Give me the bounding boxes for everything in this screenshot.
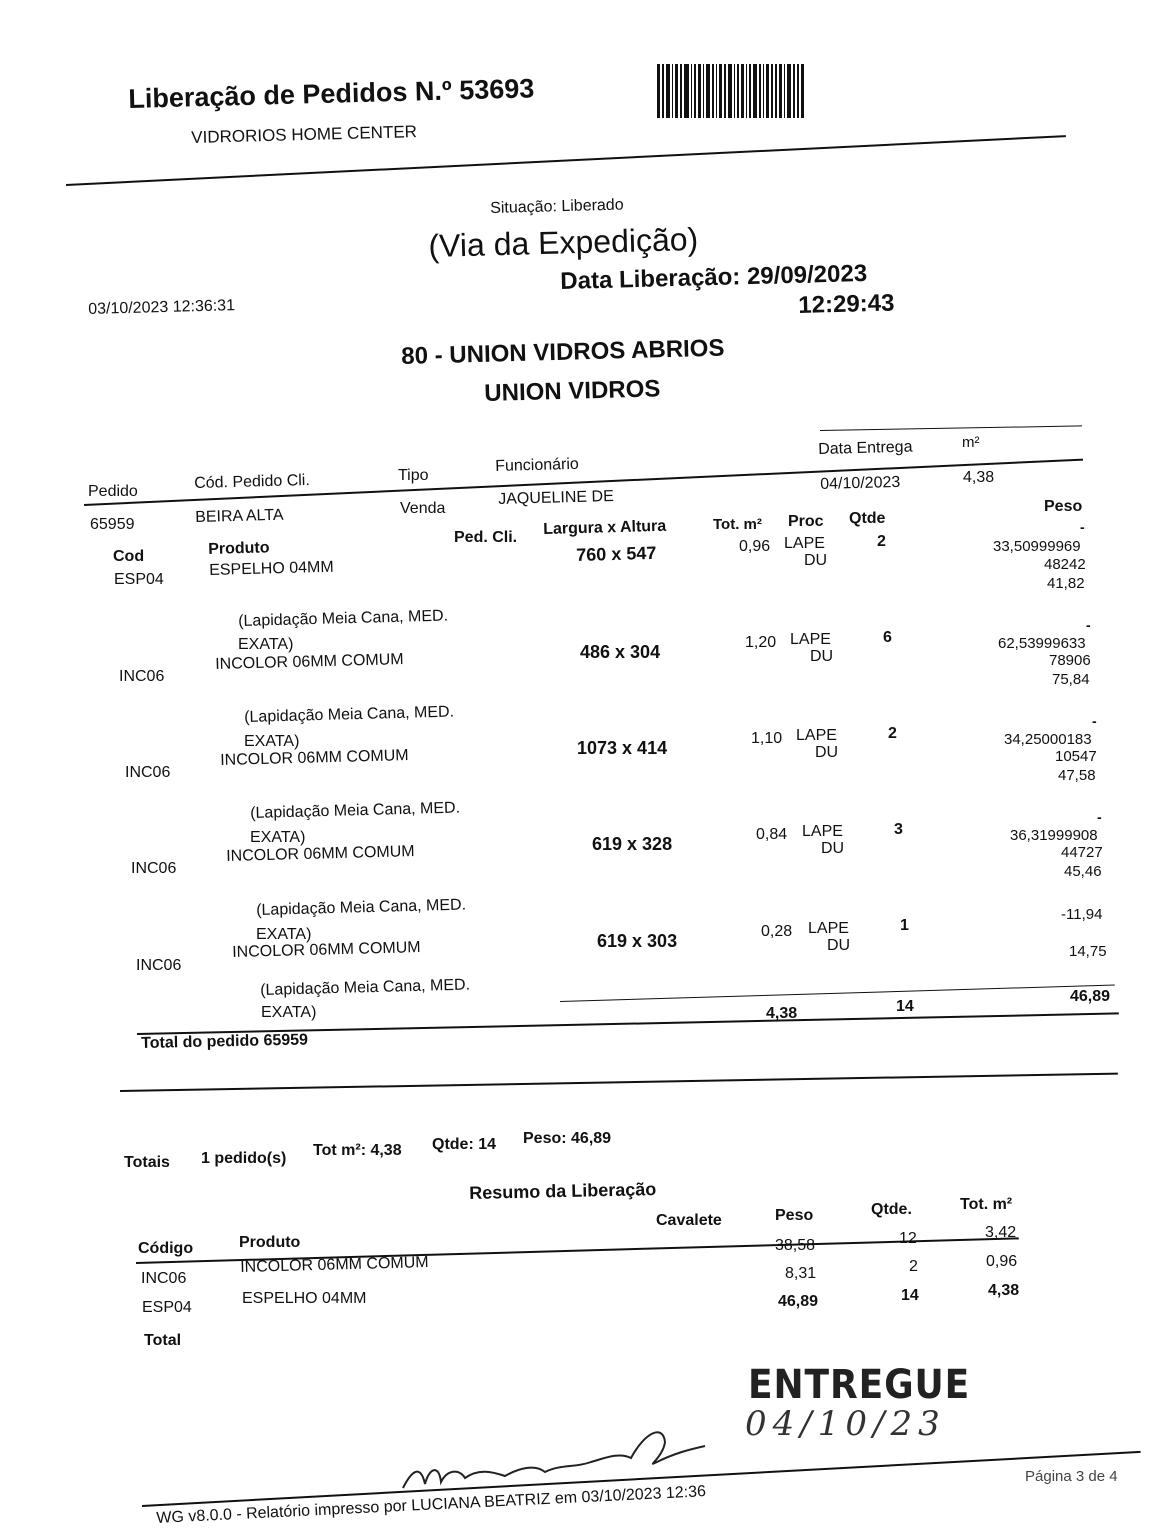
resumo-title: Resumo da Liberação — [469, 1179, 657, 1203]
handwritten-date: 04/10/23 — [745, 1404, 946, 1444]
col-proc: Proc — [788, 513, 824, 530]
totais-qtde: Qtde: 14 — [432, 1136, 497, 1153]
item-note-line2: EXATA) — [256, 926, 312, 943]
item-proc-1: LAPE — [790, 631, 831, 648]
resumo-qtde: 12 — [899, 1230, 917, 1247]
resumo-codigo: ESP04 — [142, 1299, 192, 1316]
item-dimensions: 1073 x 414 — [577, 738, 668, 758]
peso-line1: - — [1080, 519, 1085, 535]
peso-line2: 14,75 — [1069, 943, 1107, 960]
item-note-line2: EXATA) — [238, 636, 294, 653]
page-number: Página 3 de 4 — [1025, 1468, 1118, 1485]
label-tipo: Tipo — [398, 467, 429, 484]
resumo-col-codigo: Código — [138, 1240, 194, 1257]
totais-tot-m2: Tot m²: 4,38 — [313, 1142, 402, 1159]
item-cod: INC06 — [119, 668, 165, 685]
via-label: (Via da Expedição) — [428, 220, 699, 264]
value-pedido: 65959 — [90, 516, 135, 533]
resumo-col-cavalete: Cavalete — [656, 1212, 722, 1229]
col-ped-cli: Ped. Cli. — [454, 529, 518, 546]
item-tot-m2: 1,20 — [745, 634, 777, 651]
item-proc-2: DU — [827, 937, 851, 954]
barcode — [657, 64, 833, 118]
item-cod: INC06 — [131, 860, 177, 877]
order-top-divider — [820, 425, 1082, 431]
value-funcionario: JAQUELINE DE — [498, 487, 614, 508]
order-total-m2: 4,38 — [766, 1005, 798, 1022]
item-produto: INCOLOR 06MM COMUM — [215, 651, 404, 673]
item-note-line1: (Lapidação Meia Cana, MED. — [238, 607, 449, 630]
item-proc-1: LAPE — [784, 535, 825, 552]
client-name: 80 - UNION VIDROS ABRIOS — [401, 334, 725, 370]
peso-line1: -11,94 — [1061, 906, 1103, 923]
document-title: Liberação de Pedidos N.º 53693 — [128, 73, 535, 114]
label-funcionario: Funcionário — [495, 455, 580, 475]
order-total-peso: 46,89 — [1070, 988, 1111, 1005]
item-cod: INC06 — [136, 957, 182, 974]
item-proc-2: DU — [804, 552, 828, 569]
col-produto: Produto — [208, 539, 270, 558]
totais-label: Totais — [124, 1154, 170, 1171]
peso-line4: 47,58 — [1058, 767, 1096, 784]
resumo-col-produto: Produto — [239, 1234, 301, 1251]
item-note-line1: (Lapidação Meia Cana, MED. — [250, 799, 461, 822]
item-qtde: 2 — [888, 725, 897, 742]
resumo-total-peso: 46,89 — [778, 1293, 819, 1310]
order-total-qtde: 14 — [896, 998, 914, 1015]
section-divider — [120, 1073, 1118, 1092]
label-m2: m² — [962, 434, 980, 451]
col-peso: Peso — [1044, 498, 1083, 515]
entregue-stamp: ENTREGUE — [748, 1362, 971, 1408]
peso-line3: 78906 — [1049, 652, 1091, 669]
situacao: Situação: Liberado — [490, 196, 624, 217]
peso-line3: 44727 — [1061, 844, 1103, 861]
totais-pedidos: 1 pedido(s) — [201, 1150, 287, 1167]
col-qtde: Qtde — [849, 510, 886, 527]
item-qtde: 2 — [877, 533, 886, 550]
data-liberacao: Data Liberação: 29/09/2023 — [560, 259, 868, 295]
item-proc-1: LAPE — [802, 823, 843, 840]
resumo-qtde: 2 — [909, 1258, 918, 1275]
item-dimensions: 619 x 328 — [592, 834, 673, 854]
peso-line2: 33,50999969 — [993, 538, 1081, 555]
company-name: VIDRORIOS HOME CENTER — [191, 122, 418, 147]
resumo-codigo: INC06 — [141, 1270, 187, 1287]
client-short-name: UNION VIDROS — [484, 375, 661, 407]
item-qtde: 6 — [883, 629, 892, 646]
item-produto: INCOLOR 06MM COMUM — [220, 747, 409, 769]
value-cod-pedido-cli: BEIRA ALTA — [195, 506, 284, 526]
resumo-col-qtde: Qtde. — [871, 1201, 912, 1218]
peso-line3: 48242 — [1044, 556, 1086, 573]
item-tot-m2: 0,96 — [739, 538, 771, 555]
item-note-line2: EXATA) — [244, 733, 300, 750]
item-dimensions: 619 x 303 — [597, 931, 678, 951]
item-proc-2: DU — [815, 744, 839, 761]
item-dimensions: 486 x 304 — [580, 642, 661, 662]
peso-line2: 34,25000183 — [1004, 731, 1092, 748]
totais-peso: Peso: 46,89 — [523, 1130, 612, 1147]
col-tot-m2: Tot. m² — [713, 516, 762, 533]
item-tot-m2: 1,10 — [751, 730, 783, 747]
peso-line2: 62,53999633 — [998, 635, 1086, 652]
value-tipo: Venda — [400, 500, 446, 517]
item-produto: ESPELHO 04MM — [209, 558, 334, 579]
resumo-col-peso: Peso — [775, 1207, 814, 1224]
peso-line2: 36,31999908 — [1010, 827, 1098, 844]
resumo-col-tot-m2: Tot. m² — [960, 1196, 1013, 1213]
item-note-line2: EXATA) — [261, 1004, 317, 1021]
value-m2: 4,38 — [963, 469, 995, 486]
resumo-peso: 8,31 — [785, 1265, 817, 1282]
col-largura-altura: Largura x Altura — [543, 517, 667, 538]
printed-by: WG v8.0.0 - Relatório impresso por LUCIANA BEATRIZ em 03/10/2023 12:36 — [156, 1483, 707, 1527]
peso-line4: 41,82 — [1047, 575, 1085, 592]
item-cod: ESP04 — [114, 571, 164, 588]
label-pedido: Pedido — [88, 483, 138, 500]
resumo-tot-m2: 0,96 — [986, 1253, 1018, 1270]
item-qtde: 1 — [900, 917, 909, 934]
peso-line4: 45,46 — [1064, 863, 1102, 880]
order-total-label: Total do pedido 65959 — [141, 1031, 309, 1052]
resumo-produto: INCOLOR 06MM COMUM — [240, 1254, 429, 1276]
subtotal-divider — [560, 985, 1115, 1002]
item-tot-m2: 0,28 — [761, 923, 793, 940]
peso-line1: - — [1086, 617, 1091, 633]
item-note-line2: EXATA) — [250, 829, 306, 846]
col-cod: Cod — [113, 548, 145, 565]
item-produto: INCOLOR 06MM COMUM — [232, 939, 421, 961]
item-tot-m2: 0,84 — [756, 826, 788, 843]
item-qtde: 3 — [894, 821, 903, 838]
label-cod-pedido-cli: Cód. Pedido Cli. — [194, 471, 311, 492]
item-proc-2: DU — [810, 648, 834, 665]
item-dimensions: 760 x 547 — [576, 542, 657, 565]
item-cod: INC06 — [125, 764, 171, 781]
item-proc-2: DU — [821, 840, 845, 857]
resumo-total-tot-m2: 4,38 — [988, 1282, 1020, 1299]
item-note-line1: (Lapidação Meia Cana, MED. — [260, 976, 471, 999]
item-produto: INCOLOR 06MM COMUM — [226, 843, 415, 865]
peso-line1: - — [1097, 809, 1102, 825]
item-note-line1: (Lapidação Meia Cana, MED. — [256, 896, 467, 919]
value-data-entrega: 04/10/2023 — [820, 473, 901, 493]
item-proc-1: LAPE — [808, 920, 849, 937]
resumo-peso: 38,58 — [775, 1237, 816, 1254]
item-proc-1: LAPE — [796, 727, 837, 744]
resumo-produto: ESPELHO 04MM — [242, 1290, 367, 1307]
peso-line1: - — [1092, 713, 1097, 729]
hora-liberacao: 12:29:43 — [798, 289, 895, 319]
resumo-total-qtde: 14 — [901, 1287, 919, 1304]
label-data-entrega: Data Entrega — [818, 438, 913, 458]
resumo-total-label: Total — [144, 1332, 182, 1349]
resumo-tot-m2: 3,42 — [985, 1224, 1017, 1241]
item-note-line1: (Lapidação Meia Cana, MED. — [244, 703, 455, 726]
print-datetime: 03/10/2023 12:36:31 — [88, 297, 236, 318]
peso-line4: 75,84 — [1052, 671, 1090, 688]
peso-line3: 10547 — [1055, 748, 1097, 765]
